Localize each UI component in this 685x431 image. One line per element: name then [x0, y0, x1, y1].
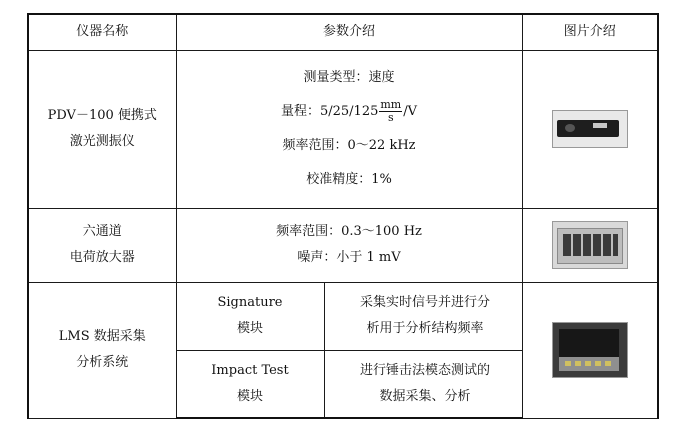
pdv-range-prefix: 量程：5/25/125: [280, 104, 379, 119]
instrument-table: [27, 13, 659, 419]
signature-module-name: Signature: [217, 295, 283, 310]
amp-params-cell: [176, 208, 522, 282]
pdv-range-unit-den: s: [387, 111, 394, 124]
signature-module-cell: [176, 282, 324, 350]
row-lms-signature: [28, 282, 658, 350]
impact-module-label: 模块: [236, 388, 263, 404]
pdv-params-cell: [176, 50, 522, 208]
header-photo: 图片介绍: [522, 14, 658, 50]
signature-module-label: 模块: [236, 321, 263, 336]
amp-photo-cell: [522, 208, 658, 282]
header-row: [28, 14, 658, 50]
pdv-param-accuracy: 校准精度：1%: [306, 172, 392, 187]
pdv-range-unit-num: mm: [380, 98, 402, 111]
lms-photo-cell: [522, 282, 658, 418]
impact-desc-line2: 数据采集、分析: [379, 388, 471, 404]
charge-amplifier-photo: [552, 221, 628, 269]
impact-desc-cell: [324, 350, 522, 418]
pdv-param-range: [177, 95, 522, 129]
lms-name-line1: LMS 数据采集: [58, 329, 146, 344]
pdv-param-frequency: 频率范围：0～22 kHz: [282, 138, 416, 153]
impact-desc-line1: 进行锤击法模态测试的: [360, 362, 491, 378]
pdv-vibrometer-photo: [552, 110, 628, 148]
row-pdv: [28, 50, 658, 208]
amp-name-line2: 电荷放大器: [69, 250, 135, 265]
pdv-name-line1: PDV－100 便携式: [47, 108, 157, 123]
pdv-name-cell: [28, 50, 176, 208]
header-instrument-name: 仪器名称: [28, 14, 176, 50]
pdv-range-suffix: /V: [403, 104, 418, 119]
pdv-name-line2: 激光测振仪: [69, 134, 135, 149]
pdv-param-type: 测量类型：速度: [303, 70, 395, 85]
impact-module-name: Impact Test: [211, 362, 289, 378]
header-params: 参数介绍: [176, 14, 522, 50]
amp-param-noise: 噪声：小于 1 mV: [297, 250, 401, 265]
row-amp: [28, 208, 658, 282]
signature-desc-line2: 析用于分析结构频率: [366, 321, 484, 336]
lms-name-line2: 分析系统: [76, 355, 129, 370]
lms-name-cell: [28, 282, 176, 418]
pdv-range-unit-fraction: [379, 99, 402, 124]
amp-param-frequency: 频率范围：0.3～100 Hz: [276, 224, 422, 239]
pdv-photo-cell: [522, 50, 658, 208]
impact-module-cell: [176, 350, 324, 418]
signature-desc-cell: [324, 282, 522, 350]
signature-desc-line1: 采集实时信号并进行分: [360, 295, 491, 310]
amp-name-line1: 六通道: [82, 224, 122, 239]
lms-system-photo: [552, 322, 628, 378]
amp-name-cell: [28, 208, 176, 282]
